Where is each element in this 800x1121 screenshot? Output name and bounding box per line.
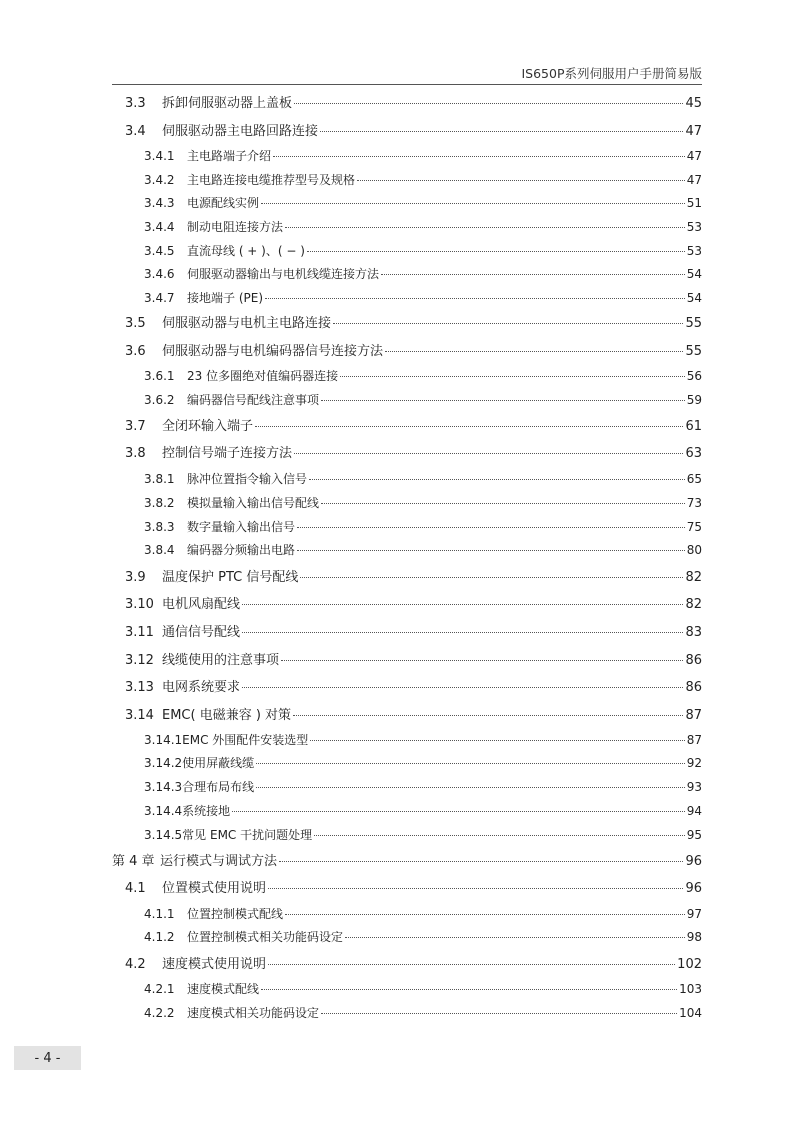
toc-entry-page: 93	[686, 780, 702, 794]
toc-entry-page: 96	[685, 854, 702, 869]
toc-entry-page: 47	[685, 124, 702, 139]
toc-entry[interactable]	[125, 649, 702, 668]
toc-entry-page: 104	[679, 1006, 702, 1020]
toc-entry-title: 脉冲位置指令输入信号	[187, 472, 308, 486]
toc-entry-number: 3.4.7	[144, 291, 175, 305]
toc-entry-page: 59	[686, 393, 702, 407]
toc-entry-title: 全闭环输入端子	[162, 419, 254, 434]
toc-entry[interactable]	[144, 194, 702, 211]
toc-entry[interactable]	[125, 92, 702, 111]
toc-entry-page: 47	[686, 149, 702, 163]
toc-entry-number: 4.2.2	[144, 1006, 175, 1020]
toc-entry-page: 86	[685, 653, 702, 668]
toc-entry-title: 控制信号端子连接方法	[162, 446, 293, 461]
dot-leader	[300, 577, 683, 578]
toc-entry-page: 55	[685, 316, 702, 331]
toc-entry-number: 3.14.4	[144, 804, 183, 818]
toc-entry[interactable]	[125, 877, 702, 896]
dot-leader	[340, 376, 685, 377]
toc-entry-number: 3.3	[125, 96, 146, 111]
toc-entry-number: 3.8.1	[144, 472, 175, 486]
toc-entry[interactable]	[144, 980, 702, 997]
dot-leader	[297, 527, 685, 528]
toc-entry-title: 合理布局布线	[182, 780, 255, 794]
toc-entry-title: EMC 外围配件安装选型	[182, 733, 309, 747]
dot-leader	[256, 787, 685, 788]
toc-entry[interactable]	[144, 518, 702, 535]
toc-entry-title: 数字量输入输出信号	[187, 520, 296, 534]
toc-entry[interactable]	[144, 541, 702, 558]
dot-leader	[256, 763, 685, 764]
toc-entry-page: 80	[686, 543, 702, 557]
dot-leader	[268, 888, 683, 889]
toc-entry[interactable]	[144, 147, 702, 164]
toc-entry-number: 3.7	[125, 419, 146, 434]
toc-entry-title: 主电路连接电缆推荐型号及规格	[187, 173, 356, 187]
toc-entry-page: 55	[685, 344, 702, 359]
toc-entry[interactable]	[125, 593, 702, 612]
dot-leader	[285, 227, 685, 228]
toc-entry-page: 95	[686, 828, 702, 842]
toc-entry-number: 3.5	[125, 316, 146, 331]
toc-entry-title: 伺服驱动器与电机编码器信号连接方法	[162, 344, 384, 359]
toc-entry-page: 45	[685, 96, 702, 111]
toc-entry[interactable]	[125, 312, 702, 331]
dot-leader	[381, 274, 685, 275]
dot-leader	[255, 426, 683, 427]
toc-entry-title: 速度模式配线	[187, 982, 260, 996]
dot-leader	[321, 400, 685, 401]
dot-leader	[268, 964, 675, 965]
toc-entry-page: 86	[685, 680, 702, 695]
running-header-title: IS650P系列伺服用户手册简易版	[521, 66, 702, 81]
toc-entry[interactable]	[144, 754, 702, 771]
toc-entry-number: 3.8.2	[144, 496, 175, 510]
toc-entry[interactable]	[125, 953, 702, 972]
toc-entry-page: 87	[685, 708, 702, 723]
toc-entry-number: 3.14.3	[144, 780, 183, 794]
dot-leader	[294, 453, 683, 454]
toc-entry-page: 83	[685, 625, 702, 640]
toc-entry-title: 温度保护 PTC 信号配线	[162, 570, 299, 585]
dot-leader	[345, 937, 685, 938]
toc-entry-title: 编码器信号配线注意事项	[187, 393, 320, 407]
toc-entry[interactable]	[144, 1004, 702, 1021]
dot-leader	[293, 715, 683, 716]
dot-leader	[232, 811, 685, 812]
toc-entry-number: 4.1.1	[144, 907, 175, 921]
toc-entry[interactable]	[112, 850, 702, 869]
toc-entry-title: 模拟量输入输出信号配线	[187, 496, 320, 510]
toc-entry-number: 4.1.2	[144, 930, 175, 944]
toc-entry-number: 3.4.2	[144, 173, 175, 187]
toc-entry-number: 3.8	[125, 446, 146, 461]
toc-entry-number: 3.8.3	[144, 520, 175, 534]
toc-entry-title: 线缆使用的注意事项	[162, 653, 280, 668]
toc-entry[interactable]	[144, 470, 702, 487]
toc-entry-number: 3.4.3	[144, 196, 175, 210]
toc-entry-page: 47	[686, 173, 702, 187]
dot-leader	[285, 914, 685, 915]
dot-leader	[261, 989, 677, 990]
toc-entry-page: 53	[686, 220, 702, 234]
toc-entry-title: 接地端子 (PE)	[187, 291, 263, 305]
toc-entry-number: 4.2	[125, 957, 146, 972]
dot-leader	[265, 298, 685, 299]
toc-entry-title: 位置控制模式相关功能码设定	[187, 930, 344, 944]
dot-leader	[310, 740, 684, 741]
toc-entry-page: 94	[686, 804, 702, 818]
toc-entry-number: 3.14.1	[144, 733, 183, 747]
toc-entry[interactable]	[125, 676, 702, 695]
toc-entry-title: 使用屏蔽线缆	[182, 756, 255, 770]
toc-entry-number: 4.2.1	[144, 982, 175, 996]
dot-leader	[261, 203, 685, 204]
toc-entry-number: 3.12	[125, 653, 154, 668]
toc-entry[interactable]	[125, 704, 702, 723]
toc-entry[interactable]	[144, 265, 702, 282]
toc-entry-page: 73	[686, 496, 702, 510]
toc-entry[interactable]	[144, 905, 702, 922]
toc-entry-title: 编码器分频输出电路	[187, 543, 296, 557]
toc-entry[interactable]	[125, 621, 702, 640]
toc-entry-title: 位置模式使用说明	[162, 881, 267, 896]
toc-entry-page: 87	[686, 733, 702, 747]
toc-entry-page: 96	[685, 881, 702, 896]
toc-entry-title: 23 位多圈绝对值编码器连接	[187, 369, 339, 383]
toc-entry-page: 97	[686, 907, 702, 921]
toc-entry[interactable]	[144, 289, 702, 306]
toc-entry-title: 伺服驱动器与电机主电路连接	[162, 316, 332, 331]
dot-leader	[385, 351, 683, 352]
dot-leader	[294, 103, 683, 104]
toc-entry[interactable]	[144, 826, 702, 843]
toc-entry-title: 速度模式相关功能码设定	[187, 1006, 320, 1020]
toc-entry-number: 3.11	[125, 625, 154, 640]
dot-leader	[314, 835, 685, 836]
toc-entry-title: 电网系统要求	[162, 680, 241, 695]
dot-leader	[357, 180, 685, 181]
toc-entry-title: 直流母线 ( + )、( − )	[187, 244, 305, 258]
toc-entry-number: 3.6	[125, 344, 146, 359]
dot-leader	[309, 479, 685, 480]
toc-entry-number: 3.9	[125, 570, 146, 585]
dot-leader	[273, 156, 685, 157]
toc-entry-number: 3.4	[125, 124, 146, 139]
toc-entry-page: 54	[686, 267, 702, 281]
toc-entry[interactable]	[125, 340, 702, 359]
dot-leader	[321, 1013, 677, 1014]
dot-leader	[333, 323, 683, 324]
toc-entry-title: 位置控制模式配线	[187, 907, 284, 921]
toc-entry[interactable]	[144, 218, 702, 235]
toc-entry-title: 电机风扇配线	[162, 597, 241, 612]
dot-leader	[281, 660, 683, 661]
toc-entry-number: 3.8.4	[144, 543, 175, 557]
toc-entry-title: 主电路端子介绍	[187, 149, 272, 163]
toc-entry[interactable]	[144, 391, 702, 408]
dot-leader	[242, 632, 683, 633]
toc-entry-number: 3.4.1	[144, 149, 175, 163]
dot-leader	[307, 251, 685, 252]
toc-entry-page: 51	[686, 196, 702, 210]
toc-entry-title: 伺服驱动器输出与电机线缆连接方法	[187, 267, 380, 281]
toc-entry[interactable]	[144, 494, 702, 511]
page-number: - 4 -	[34, 1050, 61, 1066]
toc-entry[interactable]	[125, 415, 702, 434]
toc-entry[interactable]	[125, 120, 702, 139]
toc-entry[interactable]	[144, 171, 702, 188]
toc-entry-page: 65	[686, 472, 702, 486]
toc-entry-page: 103	[679, 982, 702, 996]
toc-entry-page: 61	[685, 419, 702, 434]
toc-entry-number: 3.14.2	[144, 756, 183, 770]
toc-entry-number: 3.6.2	[144, 393, 175, 407]
dot-leader	[321, 503, 685, 504]
toc-entry-title: 常见 EMC 干扰问题处理	[182, 828, 313, 842]
toc-entry-page: 82	[685, 570, 702, 585]
toc-entry[interactable]	[125, 566, 702, 585]
toc-entry-page: 53	[686, 244, 702, 258]
dot-leader	[297, 550, 685, 551]
toc-entry-page: 54	[686, 291, 702, 305]
toc-entry-number: 第 4 章	[112, 854, 155, 869]
toc-entry-title: 系统接地	[182, 804, 231, 818]
toc-entry-number: 3.14.5	[144, 828, 183, 842]
toc-entry-title: 通信信号配线	[162, 625, 241, 640]
toc-entry[interactable]	[144, 802, 702, 819]
toc-entry-number: 4.1	[125, 881, 146, 896]
toc-entry[interactable]	[144, 242, 702, 259]
toc-entry-number: 3.4.5	[144, 244, 175, 258]
toc-entry-title: 伺服驱动器主电路回路连接	[162, 124, 319, 139]
toc-entry[interactable]	[144, 367, 702, 384]
toc-entry-page: 82	[685, 597, 702, 612]
toc-entry-page: 92	[686, 756, 702, 770]
toc-entry-title: 制动电阻连接方法	[187, 220, 284, 234]
toc-entry-number: 3.10	[125, 597, 154, 612]
toc-entry-number: 3.4.6	[144, 267, 175, 281]
toc-entry-title: EMC( 电磁兼容 ) 对策	[162, 708, 292, 723]
toc-entry[interactable]	[144, 778, 702, 795]
toc-entry-page: 63	[685, 446, 702, 461]
toc-entry-page: 75	[686, 520, 702, 534]
toc-entry-number: 3.13	[125, 680, 154, 695]
toc-entry-page: 102	[677, 957, 702, 972]
toc-entry-title: 运行模式与调试方法	[160, 854, 278, 869]
toc-entry-page: 56	[686, 369, 702, 383]
page-number-box	[14, 1046, 81, 1070]
toc-entry-number: 3.4.4	[144, 220, 175, 234]
toc-entry-number: 3.14	[125, 708, 154, 723]
toc-entry-title: 电源配线实例	[187, 196, 260, 210]
toc-entry-number: 3.6.1	[144, 369, 175, 383]
dot-leader	[320, 131, 683, 132]
header-rule	[112, 84, 702, 85]
toc-entry[interactable]	[125, 442, 702, 461]
toc-entry-title: 速度模式使用说明	[162, 957, 267, 972]
dot-leader	[242, 604, 683, 605]
toc-entry[interactable]	[144, 731, 702, 748]
toc-entry[interactable]	[144, 928, 702, 945]
toc-entry-title: 拆卸伺服驱动器上盖板	[162, 96, 293, 111]
dot-leader	[279, 861, 683, 862]
dot-leader	[242, 687, 683, 688]
toc-entry-page: 98	[686, 930, 702, 944]
